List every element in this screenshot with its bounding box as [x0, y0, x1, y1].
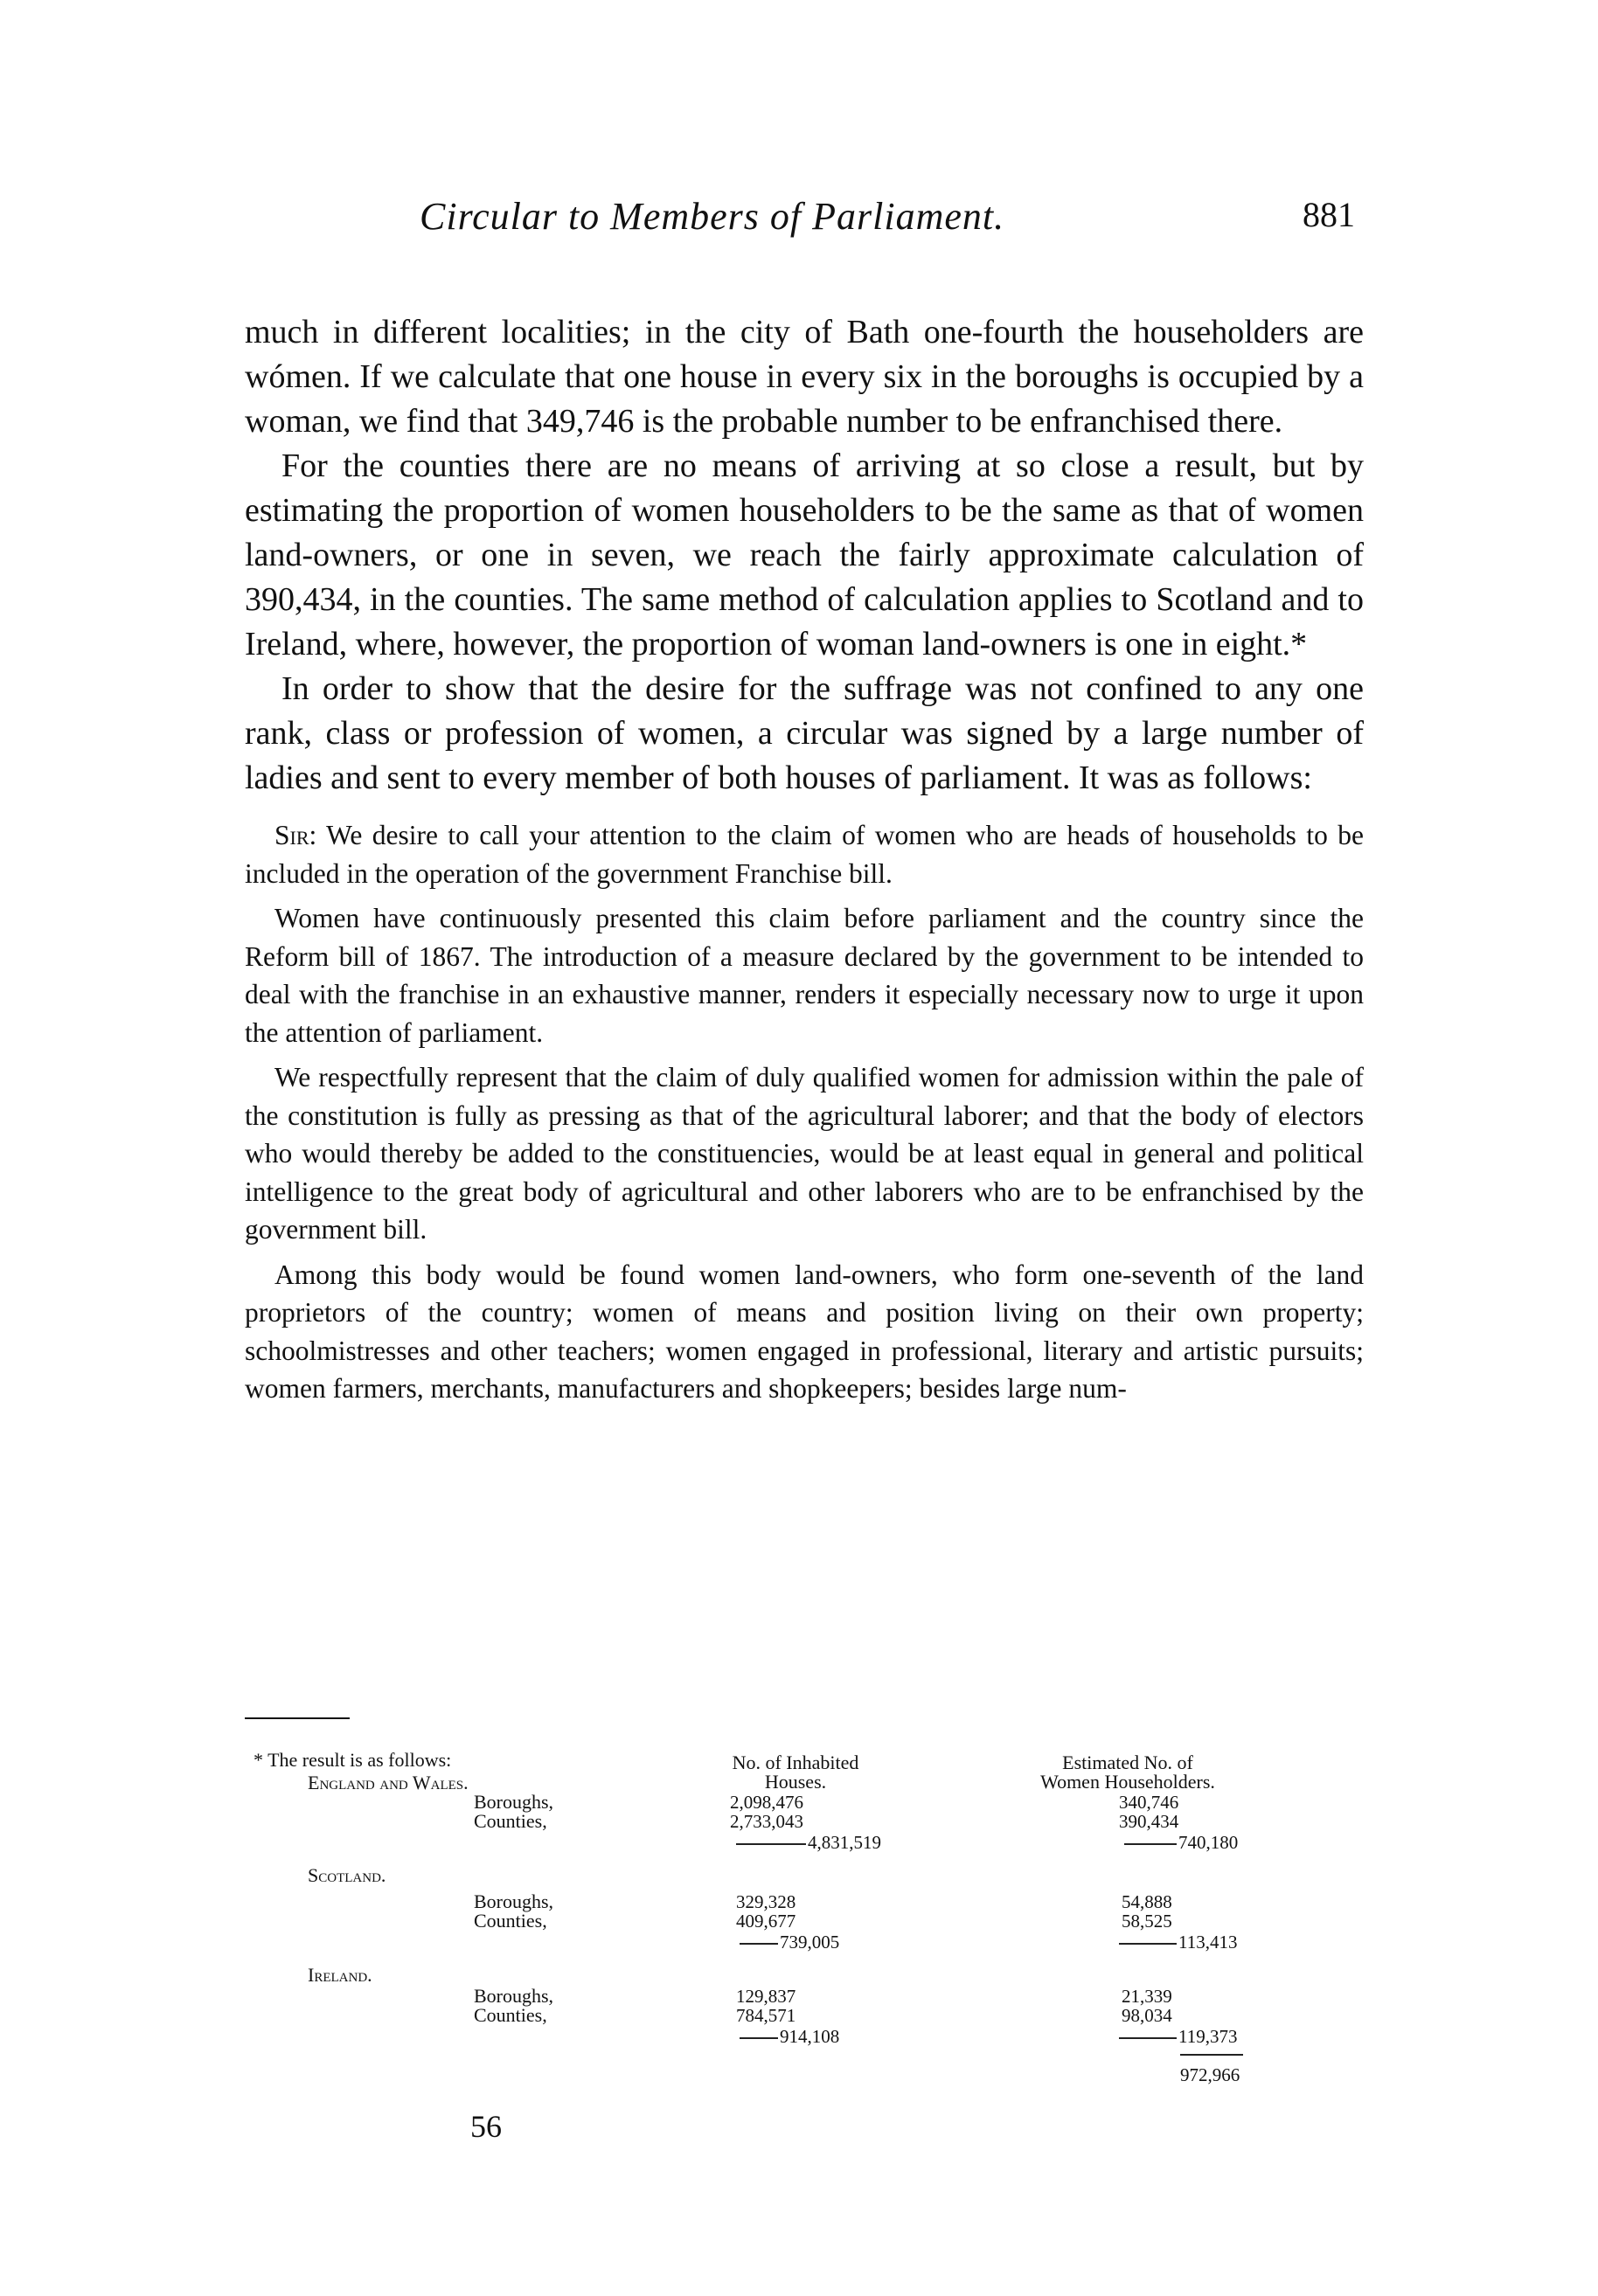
- women-subtotal: [1119, 2026, 1237, 2047]
- subtotal-value: 739,005: [780, 1932, 840, 1953]
- page-number: 56: [470, 2109, 502, 2144]
- women-value: 390,434: [1119, 1811, 1179, 1832]
- region-england-wales: England and Wales.: [308, 1772, 469, 1793]
- houses-subtotal: [736, 1832, 881, 1853]
- houses-value: 329,328: [736, 1891, 796, 1912]
- subtotal-value: 119,373: [1178, 2026, 1238, 2047]
- column-header-line: Women Householders.: [1040, 1771, 1215, 1793]
- women-subtotal: [1119, 1932, 1237, 1953]
- women-value: 340,746: [1119, 1792, 1179, 1813]
- running-title: Circular to Members of Parliament.: [420, 195, 1005, 238]
- letter-salutation: Sir:: [274, 820, 317, 850]
- houses-value: 2,733,043: [730, 1811, 803, 1832]
- letter-paragraph: Women have continuously presented this claim before parliament and the country since the Reform bill of 1867. The introduction of a measure declared by the government to be intended to deal with the franchise in an exhaustive manner, renders it especially necessary now to urge it upon the attention of parliament.: [245, 903, 1364, 1048]
- paragraph: much in different localities; in the city of Bath one-fourth the householders are wómen. If we calculate that one house in every six in the boroughs is occupied by a woman, we find that 349,746 is the probable number to be enfranchised there.: [245, 314, 1364, 440]
- region-scotland: Scotland.: [308, 1864, 386, 1886]
- footnote-rule: [245, 1717, 350, 1719]
- women-subtotal: [1124, 1832, 1238, 1853]
- houses-value: 129,837: [736, 1986, 796, 2007]
- column-header-line: No. of Inhabited: [732, 1751, 859, 1773]
- women-value: 98,034: [1122, 2005, 1172, 2026]
- row-label: Boroughs,: [474, 1890, 554, 1912]
- grand-total-women: 972,966: [1180, 2064, 1240, 2085]
- region-ireland: Ireland.: [308, 1964, 372, 1986]
- subtotal-value: 113,413: [1178, 1932, 1238, 1953]
- circular-letter: [245, 816, 1364, 1408]
- houses-subtotal: [740, 2026, 839, 2047]
- houses-value: 409,677: [736, 1911, 796, 1932]
- letter-paragraph: We respectfully represent that the claim of duly qualified women for admission within the pale of the constitution is fully as pressing as that of the agricultural laborer; and that the body of electors who would thereby be added to the constituencies, would be at least equal in general and political intelligence to the great body of agricultural and other laborers who are to be enfranchised by the government bill.: [245, 1062, 1364, 1245]
- houses-value: 784,571: [736, 2005, 796, 2026]
- running-head: [245, 194, 1364, 255]
- houses-subtotal: [740, 1932, 839, 1953]
- women-value: 58,525: [1122, 1911, 1172, 1932]
- page-folio: 881: [1303, 195, 1355, 234]
- column-header-houses: [682, 1753, 909, 1792]
- row-label: Boroughs,: [474, 1791, 554, 1813]
- grand-total-rule: [1180, 2054, 1243, 2056]
- row-label: Counties,: [474, 1810, 547, 1832]
- column-header-line: Houses.: [764, 1771, 827, 1793]
- row-label: Counties,: [474, 2004, 547, 2026]
- letter-text: We desire to call your attention to the claim of women who are heads of households to be included in the operation of the government Franchise bill.: [245, 820, 1364, 889]
- column-header-women: [997, 1753, 1259, 1792]
- paragraph: For the counties there are no means of arriving at so close a result, but by estimating the proportion of women householders to be the same as that of women land-owners, or one in seven, we reach the fairly approximate calculation of 390,434, in the counties. The same method of calculation applies to Scotland and to Ireland, where, however, the proportion of woman land-owners is one in eight.*: [245, 447, 1364, 662]
- column-header-line: Estimated No. of: [1062, 1751, 1193, 1773]
- paragraph: In order to show that the desire for the suffrage was not confined to any one rank, class or profession of women, a circular was signed by a large number of ladies and sent to every member of both houses of parliament. It was as follows:: [245, 670, 1364, 796]
- subtotal-value: 914,108: [780, 2026, 840, 2047]
- subtotal-value: 4,831,519: [808, 1832, 881, 1853]
- row-label: Counties,: [474, 1910, 547, 1932]
- letter-paragraph: [245, 816, 1364, 892]
- footnote-intro: * The result is as follows:: [254, 1749, 452, 1771]
- body-text: [245, 310, 1364, 1415]
- houses-value: 2,098,476: [730, 1792, 803, 1813]
- row-label: Boroughs,: [474, 1985, 554, 2007]
- women-value: 21,339: [1122, 1986, 1172, 2007]
- letter-paragraph: Among this body would be found women land-owners, who form one-seventh of the land proprietors of the country; women of means and position living on their own property; schoolmistresses and other teachers; women engaged in professional, literary and artistic pursuits; women farmers, merchants, manufacturers and shopkeepers; besides large num-: [245, 1259, 1364, 1404]
- women-value: 54,888: [1122, 1891, 1172, 1912]
- subtotal-value: 740,180: [1178, 1832, 1239, 1853]
